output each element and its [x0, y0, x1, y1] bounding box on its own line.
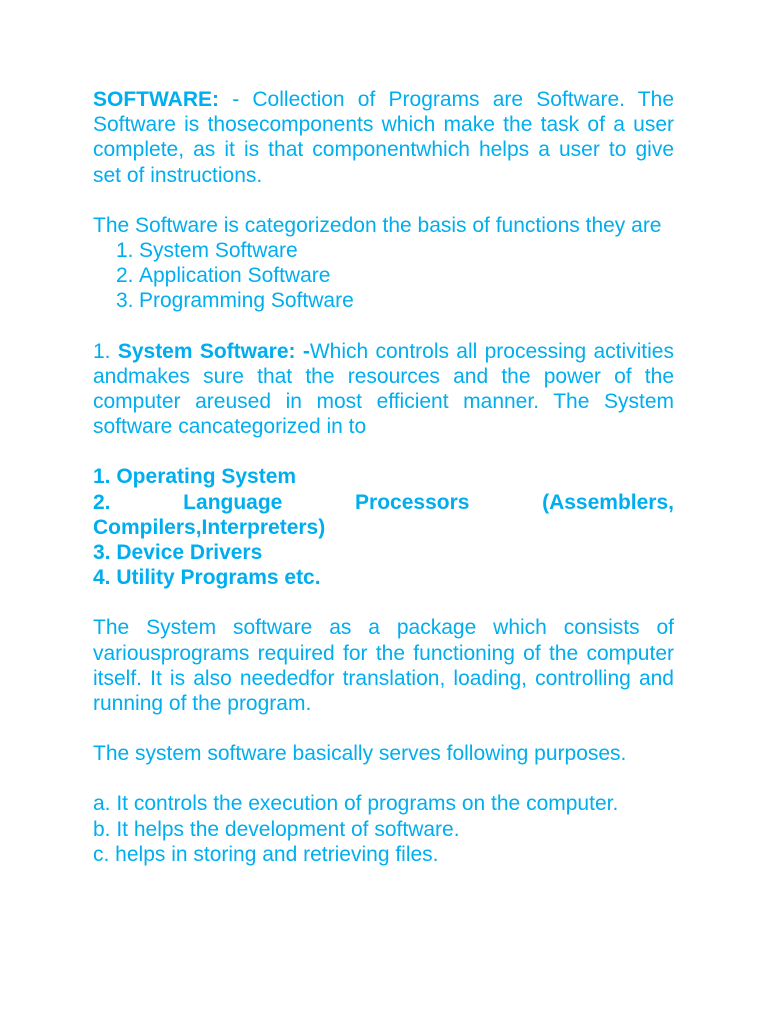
software-category-list	[93, 238, 674, 314]
category-language-processors: 2. Language Processors (Assemblers,	[93, 490, 674, 514]
list-item	[93, 288, 674, 313]
software-definition-paragraph	[93, 87, 674, 188]
system-software-text: Which controls all processing activities andmakes sure that the resources and the power of the computer areused in most efficient manner. The System software cancategorized in to	[93, 339, 674, 439]
system-software-categories	[93, 464, 674, 590]
software-term: SOFTWARE:	[93, 88, 219, 111]
list-item	[93, 263, 674, 288]
list-item	[93, 238, 674, 263]
purposes-list	[93, 791, 674, 867]
list-item-label: System Software	[139, 239, 298, 263]
purpose-a: a. It controls the execution of programs on the computer.	[93, 792, 619, 816]
category-device-drivers: 3. Device Drivers	[93, 541, 263, 564]
list-item-number: 1.	[116, 239, 134, 263]
list-item-label: Programming Software	[139, 289, 354, 313]
categorize-section	[93, 213, 674, 314]
purpose-c: c. helps in storing and retrieving files.	[93, 842, 439, 866]
list-item-number: 3.	[116, 289, 134, 313]
category-language-processors-cont: Compilers,Interpreters)	[93, 515, 326, 539]
list-item-number: 2.	[116, 264, 134, 288]
categorize-paragraph: The Software is categorizedon the basis of functions they are	[93, 213, 662, 237]
system-software-prefix: 1.	[93, 339, 118, 363]
document-page	[93, 87, 674, 867]
software-definition-text: - Collection of Programs are Software. The Software is thosecomponents which make the task of a user complete, as it is that componentwhich helps a user to give set of instructions.	[93, 88, 674, 187]
category-operating-system: 1. Operating System	[93, 465, 297, 489]
purposes-intro-paragraph: The system software basically serves following purposes.	[93, 742, 627, 766]
package-paragraph: The System software as a package which consists of variousprograms required for the functioning of the computer itself. It is also neededfor translation, loading, controlling and running of the program.	[93, 616, 674, 716]
system-software-paragraph	[93, 339, 674, 440]
purpose-b: b. It helps the development of software.	[93, 817, 460, 841]
category-utility-programs: 4. Utility Programs etc.	[93, 566, 321, 590]
system-software-term: System Software: -	[117, 339, 310, 363]
list-item-label: Application Software	[139, 264, 331, 288]
